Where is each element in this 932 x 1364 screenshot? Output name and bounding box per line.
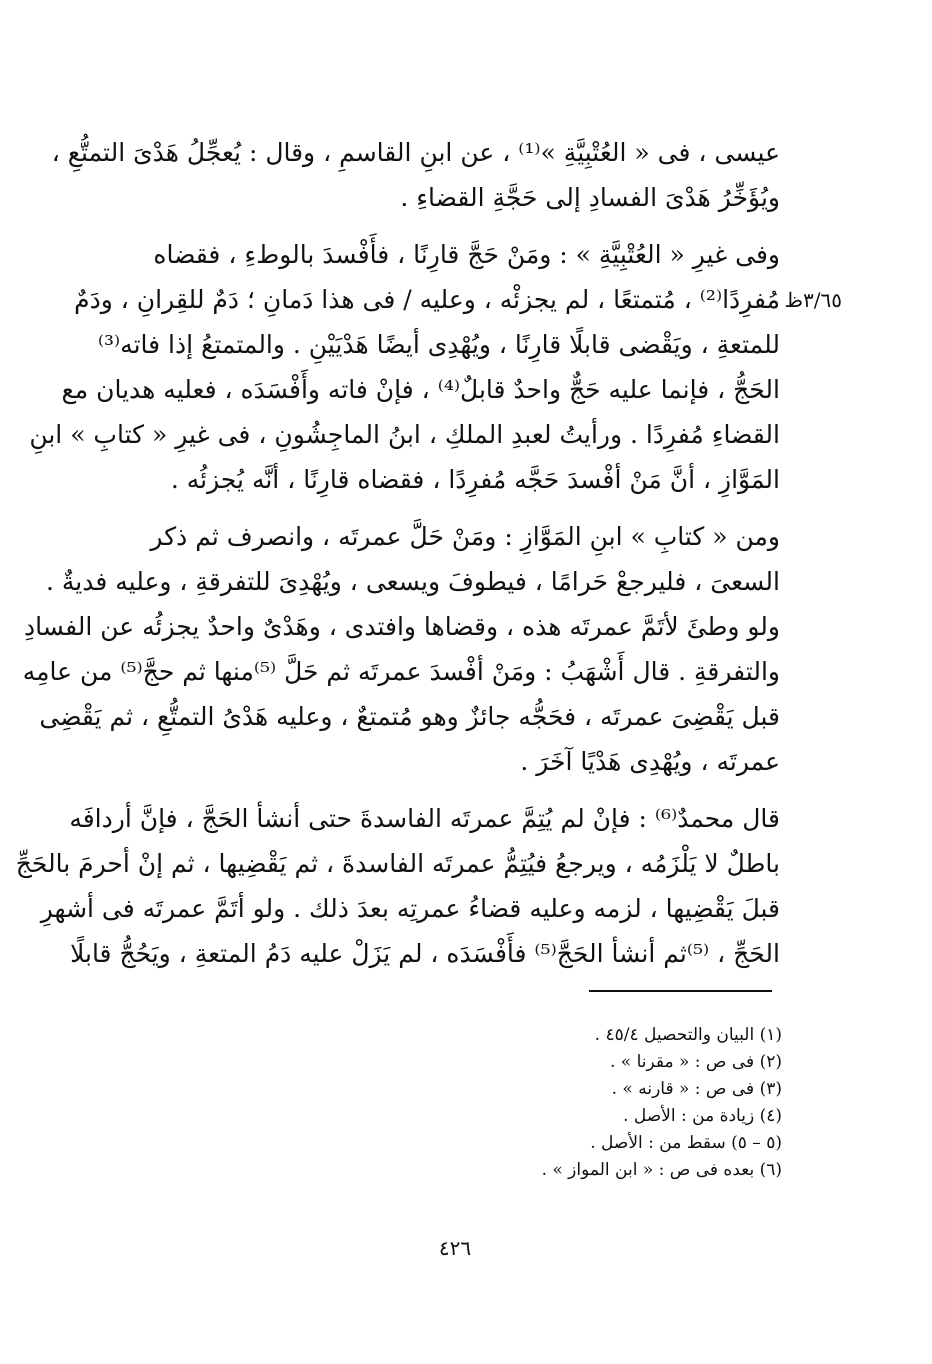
text-line: وفى غيرِ « العُتْبِيَّةِ » : ومَنْ حَجَّ قارِنًا ، فأَفْسدَ بالوطءِ ، فقضاه xyxy=(153,240,780,269)
text-line: قبلَ يَقْضِيها ، لزمه وعليه قضاءُ عمرتِه بعدَ ذلك . ولو أتَمَّ عمرتَه فى أشهرِ xyxy=(40,894,780,923)
text-line: باطلٌ لا يَلْزَمُه ، ويرجعُ فيُتِمُّ عمرتَه الفاسدةَ ، ثم يَقْضِيها ، ثم إنْ أحرمَ بالحَجِّ xyxy=(15,849,780,878)
paragraph-4 xyxy=(15,796,780,976)
page-number: ٤٢٦ xyxy=(438,1236,472,1260)
text-line: عيسى ، فى « العُتْبِيَّةِ »⁽¹⁾ ، عن ابنِ القاسمِ ، وقال : يُعجِّلُ هَدْىَ التمتُّعِ ، xyxy=(51,138,780,167)
text-line: الحَجِّ ، ⁽⁵⁾ثم أنشأ الحَجَّ⁽⁵⁾ فأَفْسَدَه ، لم يَزَلْ عليه دَمُ المتعةِ ، ويَحُجُّ قابلًا xyxy=(70,939,780,968)
footnote: (٢) فى ص : « مقرنا » . xyxy=(609,1052,782,1072)
text-line: قبل يَقْضِىَ عمرتَه ، فحَجُّه جائزٌ وهو مُتمتعٌ ، وعليه هَدْىُ التمتُّعِ ، ثم يَقْضِى xyxy=(39,702,780,731)
text-line: مُفرِدًا⁽²⁾ ، مُتمتعًا ، لم يجزئْه ، وعليه / فى هذا دَمانِ ؛ دَمٌ للقِرانِ ، ودَمٌ xyxy=(74,285,780,314)
footnotes-block xyxy=(380,1022,782,1184)
text-line: السعىَ ، فليرجعْ حَرامًا ، فيطوفَ ويسعى ، ويُهْدِىَ للتفرقةِ ، وعليه فديةٌ . xyxy=(45,567,780,596)
footnote: (٦) بعده فى ص : « ابن المواز » . xyxy=(541,1160,782,1180)
text-line: قال محمدٌ⁽⁶⁾ : فإنْ لم يُتِمَّ عمرتَه الفاسدةَ حتى أنشأ الحَجَّ ، فإنَّ أردافَه xyxy=(69,804,780,833)
paragraph-2 xyxy=(29,232,780,502)
paragraph-3 xyxy=(22,514,780,784)
main-text-block xyxy=(15,130,780,976)
footnote: (٤) زيادة من : الأصل . xyxy=(623,1106,782,1126)
text-line: للمتعةِ ، ويَقْضى قابلًا قارِنًا ، ويُهْدِى أيضًا هَدْيَيْنِ . والمتمتعُ إذا فاته⁽³⁾ xyxy=(97,330,780,359)
text-line: المَوَّازِ ، أنَّ مَنْ أفْسدَ حَجَّه مُفرِدًا ، فقضاه قارِنًا ، أنَّه يُجزئُه . xyxy=(170,465,780,494)
text-line: القضاءِ مُفرِدًا . ورأيتُ لعبدِ الملكِ ، ابنُ الماجِشُونِ ، فى غيرِ « كتابِ » ابنِ xyxy=(29,420,780,449)
text-line: ولو وطئَ لأتَمَّ عمرتَه هذه ، وقضاها وافتدى ، وهَدْىٌ واحدٌ يجزئُه عن الفسادِ xyxy=(24,612,780,641)
footnote: (٣) فى ص : « قارنه » . xyxy=(611,1079,782,1099)
text-line: عمرتَه ، ويُهْدِى هَدْيًا آخَرَ . xyxy=(520,747,780,776)
paragraph-1 xyxy=(51,130,780,220)
text-line: ومن « كتابِ » ابنِ المَوَّازِ : ومَنْ حَلَّ عمرتَه ، وانصرف ثم ذكر xyxy=(150,522,780,551)
footnote: (١) البيان والتحصيل ٤٥/٤ . xyxy=(594,1025,782,1045)
footnote: (٥ – ٥) سقط من : الأصل . xyxy=(590,1133,782,1153)
text-line: ويُؤَخِّرُ هَدْىَ الفسادِ إلى حَجَّةِ القضاءِ . xyxy=(400,183,780,212)
text-line: الحَجُّ ، فإنما عليه حَجٌّ واحدٌ قابلٌ⁽⁴⁾ ، فإنْ فاته وأَفْسَدَه ، فعليه هديان مع xyxy=(61,375,780,404)
footnote-separator xyxy=(589,990,772,992)
margin-manuscript-folio-note: ٣/٦٥ظ xyxy=(784,288,842,312)
text-line: والتفرقةِ . قال أَشْهَبُ : ومَنْ أفْسدَ عمرتَه ثم حَلَّ ⁽⁵⁾منها ثم حجَّ⁽⁵⁾ من عامِه xyxy=(22,657,780,686)
